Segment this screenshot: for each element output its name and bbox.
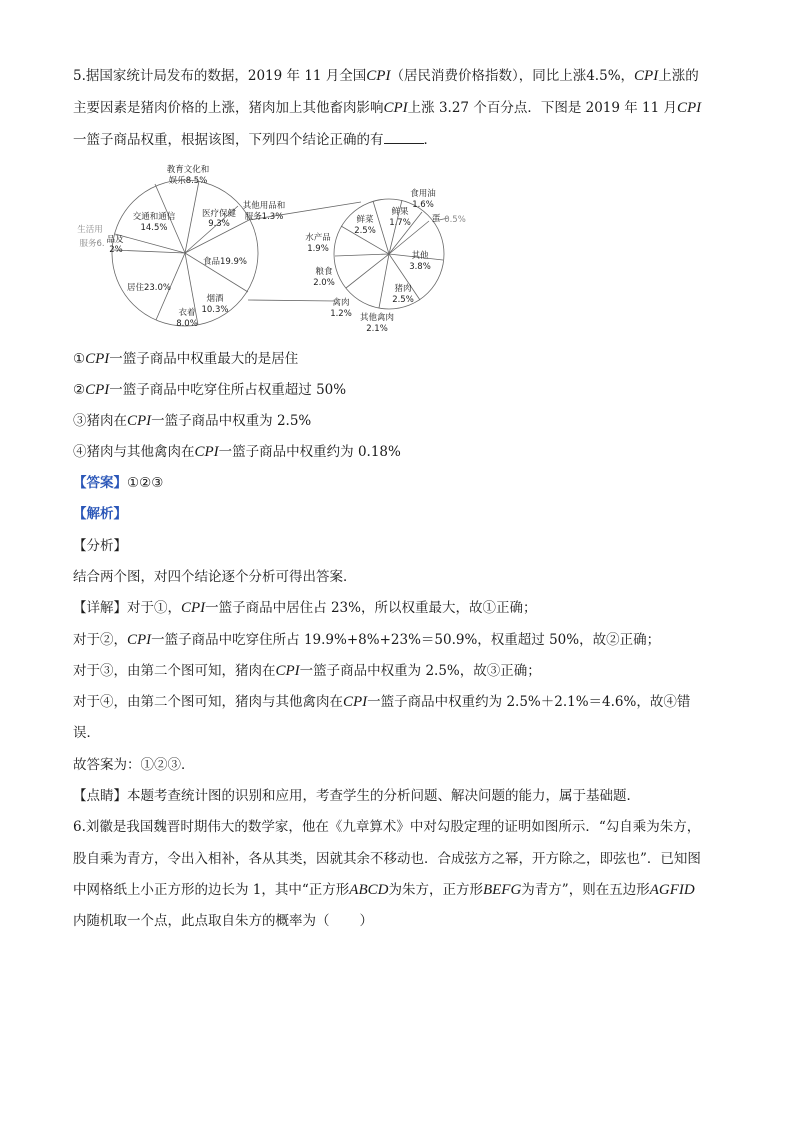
q5-line-2 xyxy=(73,99,701,117)
label-other-meat: 其他禽肉 xyxy=(359,313,395,323)
math-agfid: AGFID xyxy=(649,882,695,898)
q5-text: 4.5% xyxy=(586,68,621,84)
label-other-meat-value: 2.1% xyxy=(366,324,388,334)
cpi-symbol: CPI xyxy=(366,68,391,84)
option-text: 猪肉与其他禽肉在 xyxy=(86,444,195,460)
option-4 xyxy=(73,443,401,461)
q6-text: 股自乘为青方，令出入相补，各从其类，因就其余不移动也．合成弦方之幂，开方除之，即弦也”．已知图 xyxy=(73,851,701,867)
q6-line-1 xyxy=(73,818,700,836)
label-egg: 蛋 xyxy=(431,214,441,224)
detail-text: 一篮子商品中吃穿住所占 19.9%+8%+23%＝50.9%，权重超过 50%，故②正确； xyxy=(151,632,661,648)
label-clothing: 衣着 xyxy=(178,308,196,318)
label-pork: 猪肉 xyxy=(394,284,412,294)
cpi-symbol: CPI xyxy=(677,100,702,116)
option-3 xyxy=(73,412,311,430)
option-1 xyxy=(73,350,298,368)
q6-text: 内随机取一个点，此点取自朱方的概率为（ xyxy=(73,913,330,929)
detail-text: 对于③，由第二个图可知，猪肉在 xyxy=(73,663,276,679)
detail-3 xyxy=(73,662,541,680)
label-aquatic: 水产品 xyxy=(305,233,331,243)
label-grain: 粮食 xyxy=(315,267,333,277)
q5-text: 上涨的 xyxy=(658,68,699,84)
label-education-value: 娱乐8.5% xyxy=(168,176,208,186)
cpi-symbol: CPI xyxy=(194,444,219,460)
option-number: ① xyxy=(73,351,86,367)
detail-4-cont xyxy=(73,724,100,742)
label-grain-value: 2.0% xyxy=(313,278,335,288)
q5-line-3 xyxy=(73,131,437,149)
detail-text: 对于④，由第二个图可知，猪肉与其他禽肉在 xyxy=(73,694,343,710)
q5-text: ． xyxy=(423,132,437,148)
slice-border xyxy=(346,254,389,288)
answer-blank xyxy=(384,131,424,144)
label-transport: 交通和通信 xyxy=(132,212,176,222)
label-life-goods-2: 品及 xyxy=(106,235,124,245)
math-befg: BEFG xyxy=(482,882,522,898)
detail-2 xyxy=(73,631,660,649)
q6-text: 为青方”，则在五边形 xyxy=(521,882,650,898)
q6-text: ） xyxy=(359,913,373,929)
label-education: 教育文化和 xyxy=(166,165,210,175)
label-egg-value: 0.5% xyxy=(444,215,466,225)
label-other-goods: 其他用品和 xyxy=(242,201,286,211)
comment-text: 本题考查统计图的识别和应用，考查学生的分析问题、解决问题的能力，属于基础题． xyxy=(127,788,640,804)
label-medical: 医疗保健 xyxy=(201,209,237,219)
label-tobacco-value: 10.3% xyxy=(201,305,229,315)
q6-line-2 xyxy=(73,850,701,868)
label-food: 食品19.9% xyxy=(202,257,248,267)
option-number: ④ xyxy=(73,444,87,460)
option-text: 一篮子商品中权重约为 0.18% xyxy=(218,444,401,460)
q5-text: ， xyxy=(620,68,635,84)
label-poultry: 禽肉 xyxy=(332,298,350,308)
answer-line xyxy=(73,474,163,492)
option-text: 一篮子商品中吃穿住所占权重超过 50% xyxy=(109,382,347,398)
cpi-symbol: CPI xyxy=(85,382,110,398)
q5-line-1 xyxy=(73,67,699,85)
label-medical-value: 9.3% xyxy=(208,219,230,229)
fenxi-label: 【分析】 xyxy=(73,538,127,554)
q5-text: 主要因素是猪肉价格的上涨，猪肉加上其他畜肉影响 xyxy=(73,100,384,116)
cpi-symbol: CPI xyxy=(181,600,206,616)
cpi-symbol: CPI xyxy=(343,694,368,710)
slice-border xyxy=(335,254,389,256)
q6-text: 中网格纸上小正方形的边长为 1，其中“正方形 xyxy=(73,882,350,898)
label-poultry-value: 1.2% xyxy=(330,309,352,319)
fenxi-text xyxy=(73,568,357,586)
label-clothing-value: 8.0% xyxy=(176,319,198,329)
q5-text: 一篮子商品权重，根据该图，下列四个结论正确的有 xyxy=(73,132,384,148)
cpi-weight-pie-charts xyxy=(73,160,473,336)
detail-text: 对于②， xyxy=(73,632,127,648)
detail-text: 一篮子商品中权重为 2.5%，故③正确； xyxy=(299,663,541,679)
comment-label: 【点睛】 xyxy=(73,788,127,804)
label-housing: 居住23.0% xyxy=(126,283,172,293)
label-aquatic-value: 1.9% xyxy=(307,244,329,254)
cpi-symbol: CPI xyxy=(634,68,659,84)
q5-text: 5.据国家统计局发布的数据，2019 年 11 月全国 xyxy=(73,68,367,84)
cpi-symbol: CPI xyxy=(383,100,408,116)
answer-label: 【答案】 xyxy=(73,475,127,491)
label-tobacco: 烟酒 xyxy=(206,294,224,304)
detail-4 xyxy=(73,693,690,711)
label-life-value: 2% xyxy=(109,245,123,255)
label-vegetables: 鲜菜 xyxy=(356,215,374,225)
q6-line-3 xyxy=(73,881,695,899)
q6-text: 为朱方，正方形 xyxy=(388,882,483,898)
option-text: 一篮子商品中权重最大的是居住 xyxy=(109,351,299,367)
cpi-symbol: CPI xyxy=(127,632,152,648)
option-2 xyxy=(73,381,346,399)
detail-text: 误． xyxy=(73,725,100,741)
option-text: 一篮子商品中权重为 2.5% xyxy=(151,413,312,429)
label-pork-value: 2.5% xyxy=(392,295,414,305)
label-life-goods: 生活用 xyxy=(77,225,103,235)
detail-text: 一篮子商品中居住占 23%，所以权重最大，故①正确； xyxy=(205,600,537,616)
conclusion-line xyxy=(73,756,195,774)
conclusion-text: 故答案为：①②③． xyxy=(73,757,195,773)
q6-text: 6.刘徽是我国魏晋时期伟大的数学家，他在《九章算术》中对勾股定理的证明如图所示．“勾自乘为朱方， xyxy=(73,819,701,835)
label-transport-value: 14.5% xyxy=(140,223,168,233)
label-life-service: 服务6. xyxy=(79,239,105,249)
detail-text: 一篮子商品中权重约为 2.5%＋2.1%＝4.6%，故④错 xyxy=(367,694,691,710)
connector-line xyxy=(248,300,335,301)
math-abcd: ABCD xyxy=(349,882,389,898)
q5-text: （居民消费价格指数），同比上涨 xyxy=(390,68,587,84)
label-oil: 食用油 xyxy=(410,189,436,199)
answer-value: ①②③ xyxy=(127,475,164,491)
label-other-food-value: 3.8% xyxy=(409,262,431,272)
cpi-symbol: CPI xyxy=(85,351,110,367)
q6-line-4 xyxy=(73,912,373,930)
comment-line xyxy=(73,787,640,805)
analysis-line xyxy=(73,505,127,523)
fenxi-body: 结合两个图，对四个结论逐个分析可得出答案． xyxy=(73,569,357,585)
fenxi-line xyxy=(73,537,127,555)
cpi-symbol: CPI xyxy=(127,413,152,429)
label-oil-value: 1.6% xyxy=(412,200,434,210)
label-vegetables-value: 2.5% xyxy=(354,226,376,236)
slice-border xyxy=(379,254,389,308)
detail-label: 【详解】 xyxy=(73,600,127,616)
detail-1 xyxy=(73,599,536,617)
label-other-food: 其他 xyxy=(411,251,429,261)
option-number: ③ xyxy=(73,413,87,429)
label-other-goods-value: 服务1.3% xyxy=(244,212,284,222)
option-number: ② xyxy=(73,382,86,398)
detail-text: 对于①， xyxy=(127,600,181,616)
q5-text: 上涨 3.27 个百分点．下图是 2019 年 11 月 xyxy=(407,100,678,116)
label-fruit: 鲜果 xyxy=(391,207,409,217)
label-fruit-value: 1.7% xyxy=(389,218,411,228)
option-text: 猪肉在 xyxy=(86,413,127,429)
analysis-label: 【解析】 xyxy=(73,506,127,522)
cpi-symbol: CPI xyxy=(275,663,300,679)
